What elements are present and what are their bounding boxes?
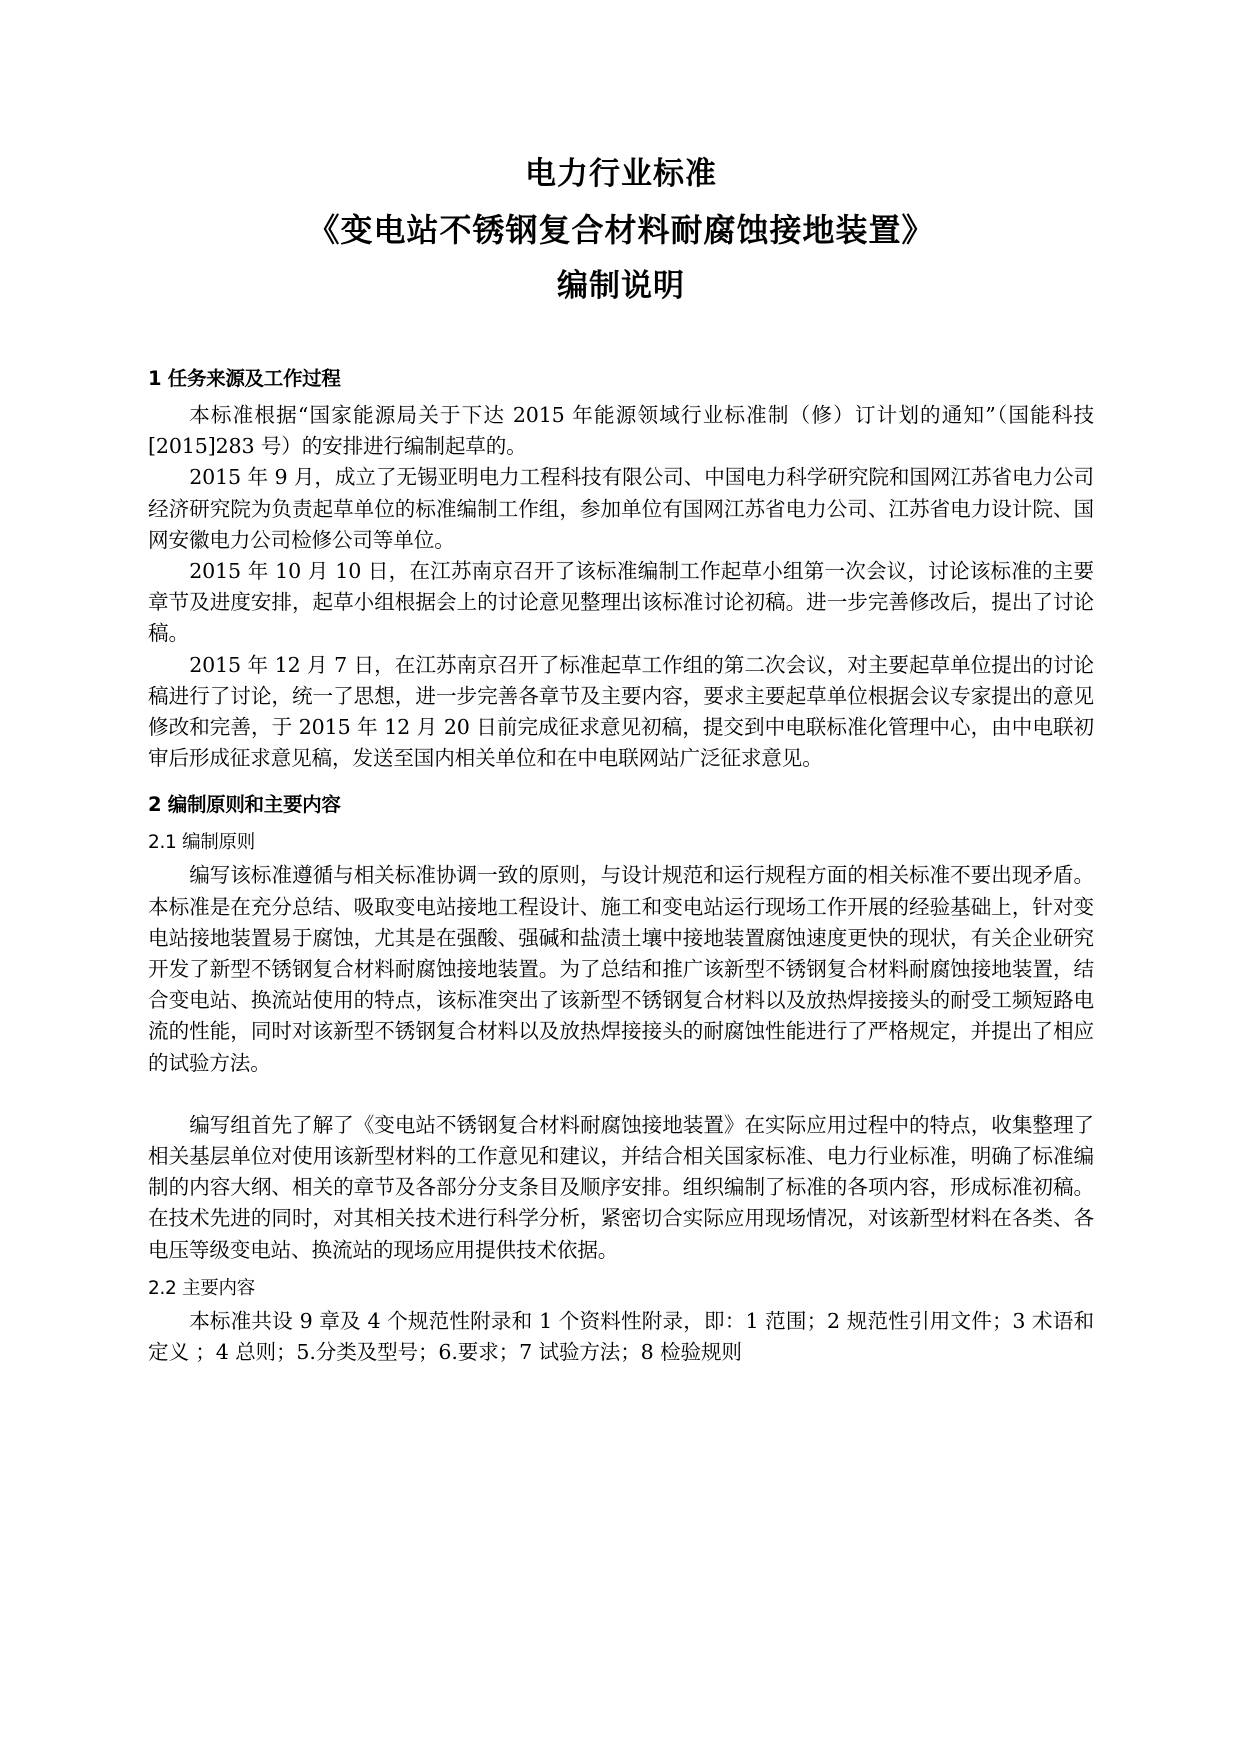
section-2-1-paragraph-2: 编写组首先了解了《变电站不锈钢复合材料耐腐蚀接地装置》在实际应用过程中的特点，收集整理了相关基层单位对使用该新型材料的工作意见和建议，并结合相关国家标准、电力行业标准，明确了标准编制的内容大纲、相关的章节及各部分分支条目及顺序安排。组织编制了标准的各项内容，形成标准初稿。在技术先进的同时，对其相关技术进行科学分析，紧密切合实际应用现场情况，对该新型材料在各类、各电压等级变电站、换流站的现场应用提供技术依据。 (148, 1112, 1094, 1262)
title-line-standard-name: 《变电站不锈钢复合材料耐腐蚀接地装置》 (307, 211, 935, 249)
section-1-paragraph-4: 2015 年 12 月 7 日，在江苏南京召开了标准起草工作组的第二次会议，对主要起草单位提出的讨论稿进行了讨论，统一了思想，进一步完善各章节及主要内容，要求主要起草单位根据会议专家提出的意见修改和完善，于 2015 年 12 月 20 日前完成征求意见初稿，提交到中电联标准化管理中心，由中电联初审后形成征求意见稿，发送至国内相关单位和在中电联网站广泛征求意见。 (148, 652, 1094, 771)
document-title-block (148, 0, 1094, 314)
title-line-industry-standard: 电力行业标准 (525, 156, 717, 192)
section-2-2-paragraph-1: 本标准共设 9 章及 4 个规范性附录和 1 个资料性附录，即：1 范围；2 规范性引用文件；3 术语和定义 ；4 总则；5.分类及型号；6.要求；7 试验方法；8 检验规则 (148, 1308, 1094, 1365)
section-heading-1: 1 任务来源及工作过程 (148, 367, 341, 390)
section-2-1-paragraph-1: 编写该标准遵循与相关标准协调一致的原则，与设计规范和运行规程方面的相关标准不要出现矛盾。本标准是在充分总结、吸取变电站接地工程设计、施工和变电站运行现场工作开展的经验基础上，针对变电站接地装置易于腐蚀，尤其是在强酸、强碱和盐渍土壤中接地装置腐蚀速度更快的现状，有关企业研究开发了新型不锈钢复合材料耐腐蚀接地装置。为了总结和推广该新型不锈钢复合材料耐腐蚀接地装置，结合变电站、换流站使用的特点，该标准突出了该新型不锈钢复合材料以及放热焊接接头的耐受工频短路电流的性能，同时对该新型不锈钢复合材料以及放热焊接接头的耐腐蚀性能进行了严格规定，并提出了相应的试验方法。 (148, 863, 1094, 1075)
page-content (148, 0, 1094, 1368)
section-1-paragraph-3: 2015 年 10 月 10 日，在江苏南京召开了该标准编制工作起草小组第一次会议，讨论该标准的主要章节及进度安排，起草小组根据会上的讨论意见整理出该标准讨论初稿。进一步完善修改后，提出了讨论稿。 (148, 559, 1094, 646)
subsection-heading-2-2: 2.2 主要内容 (148, 1277, 255, 1299)
subsection-heading-2-1: 2.1 编制原则 (148, 832, 255, 854)
section-heading-2: 2 编制原则和主要内容 (148, 793, 341, 817)
section-1-paragraph-1: 本标准根据“国家能源局关于下达 2015 年能源领域行业标准制（修）订计划的通知”（国能科技[2015]283 号）的安排进行编制起草的。 (148, 403, 1094, 459)
section-1-paragraph-2: 2015 年 9 月，成立了无锡亚明电力工程科技有限公司、中国电力科学研究院和国网江苏省电力公司经济研究院为负责起草单位的标准编制工作组，参加单位有国网江苏省电力公司、江苏省电力设计院、国网安徽电力公司检修公司等单位。 (148, 465, 1094, 552)
title-line-drafting-explanation: 编制说明 (557, 268, 685, 304)
